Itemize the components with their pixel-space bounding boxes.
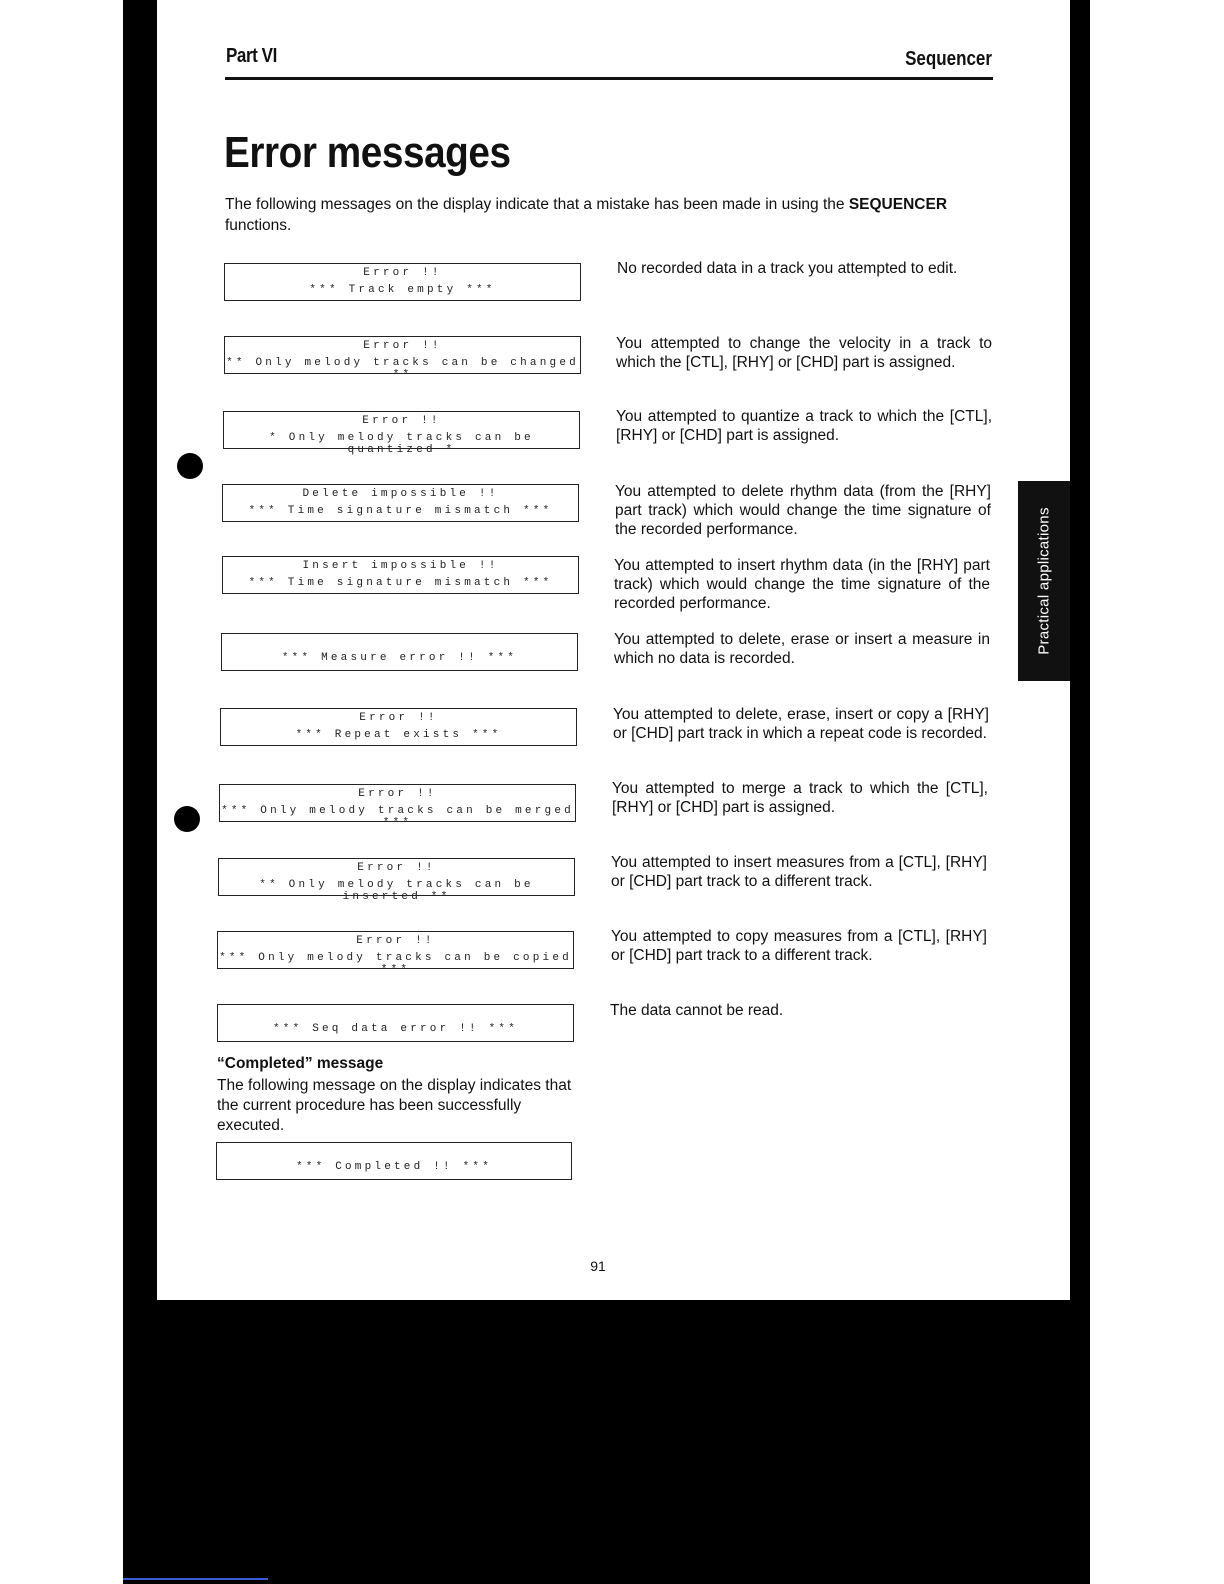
message-description: You attempted to insert measures from a [CTL], [RHY] or [CHD] part track to a different track.	[611, 854, 987, 890]
message-description: You attempted to delete, erase, insert or copy a [RHY] or [CHD] part track in which a repeat code is recorded.	[613, 706, 989, 742]
message-description: You attempted to quantize a track to which the [CTL], [RHY] or [CHD] part is assigned.	[616, 408, 992, 444]
message-description: You attempted to change the velocity in a track to which the [CTL], [RHY] or [CHD] part is assigned.	[616, 335, 992, 371]
display-line-1: Error !!	[357, 862, 436, 874]
scan-margin-right	[1090, 0, 1224, 1584]
display-box-completed	[216, 1142, 572, 1180]
display-line-2: *** Time signature mismatch ***	[248, 577, 553, 589]
display-line-1: Delete impossible !!	[302, 488, 499, 500]
message-description: You attempted to copy measures from a [CTL], [RHY] or [CHD] part track to a different track.	[611, 928, 987, 964]
display-line-2: ** Only melody tracks can be changed **	[226, 357, 579, 381]
display-line: *** Completed !! ***	[295, 1161, 493, 1173]
display-box-seq-data-error	[217, 1004, 574, 1042]
header-rule	[225, 77, 993, 80]
header-part: Part VI	[226, 45, 277, 67]
scan-margin-left	[0, 0, 123, 1584]
message-description: The data cannot be read.	[610, 1002, 784, 1019]
message-description: You attempted to delete rhythm data (from the [RHY] part track) which would change the time signature of the recorded performance.	[615, 483, 991, 538]
side-tab-label: Practical applications	[1035, 507, 1053, 655]
intro-paragraph	[225, 194, 995, 236]
display-line-2: *** Track empty ***	[309, 284, 496, 296]
display-line-1: Error !!	[358, 788, 437, 800]
completed-heading: “Completed” message	[217, 1055, 384, 1072]
completed-text: The following message on the display indicates that the current procedure has been successfully executed.	[217, 1077, 572, 1134]
display-line-2: * Only melody tracks can be quantized *	[269, 432, 534, 456]
bullet-marker	[174, 806, 200, 832]
page-number: 91	[590, 1258, 606, 1274]
intro-emphasis: SEQUENCER	[848, 196, 948, 213]
display-box-changed	[224, 336, 581, 381]
display-line-2: *** Time signature mismatch ***	[248, 505, 553, 517]
display-line: *** Seq data error !! ***	[272, 1023, 519, 1035]
message-description: No recorded data in a track you attempted to edit.	[617, 260, 958, 277]
display-box-delete-impossible	[222, 484, 579, 522]
display-line-1: Error !!	[359, 712, 438, 724]
display-line-1: Insert impossible !!	[302, 560, 499, 572]
display-line-2: ** Only melody tracks can be inserted **	[259, 879, 534, 903]
display-line-2: *** Only melody tracks can be copied ***	[219, 952, 572, 976]
display-line-1: Error !!	[356, 935, 435, 947]
message-description: You attempted to merge a track to which the [CTL], [RHY] or [CHD] part is assigned.	[612, 780, 988, 816]
display-box-merged	[219, 784, 576, 829]
display-box-measure-error	[221, 633, 578, 671]
scan-border-bottom	[123, 1300, 1090, 1584]
display-box-copied	[217, 931, 574, 976]
intro-text-before: The following messages on the display indicate that a mistake has been made in using the	[225, 196, 849, 213]
display-box-quantized	[223, 411, 580, 456]
display-line-2: *** Repeat exists ***	[295, 729, 502, 741]
display-box-repeat-exists	[220, 708, 577, 746]
display-line: *** Measure error !! ***	[281, 652, 518, 664]
display-line-1: Error !!	[362, 415, 441, 427]
link-underline	[123, 1578, 268, 1580]
page-title: Error messages	[224, 128, 511, 177]
bullet-marker	[177, 453, 203, 479]
display-line-1: Error !!	[363, 340, 442, 352]
display-line-2: *** Only melody tracks can be merged ***	[221, 805, 574, 829]
display-box-inserted	[218, 858, 575, 903]
message-description: You attempted to insert rhythm data (in the [RHY] part track) which would change the time signature of the recorded performance.	[614, 557, 990, 612]
message-description: You attempted to delete, erase or insert a measure in which no data is recorded.	[614, 631, 990, 667]
display-box-track-empty	[224, 263, 581, 301]
display-box-insert-impossible	[222, 556, 579, 594]
header-section: Sequencer	[905, 48, 992, 70]
intro-text-after: functions.	[225, 217, 292, 234]
side-tab	[1018, 481, 1070, 681]
display-line-1: Error !!	[363, 267, 442, 279]
